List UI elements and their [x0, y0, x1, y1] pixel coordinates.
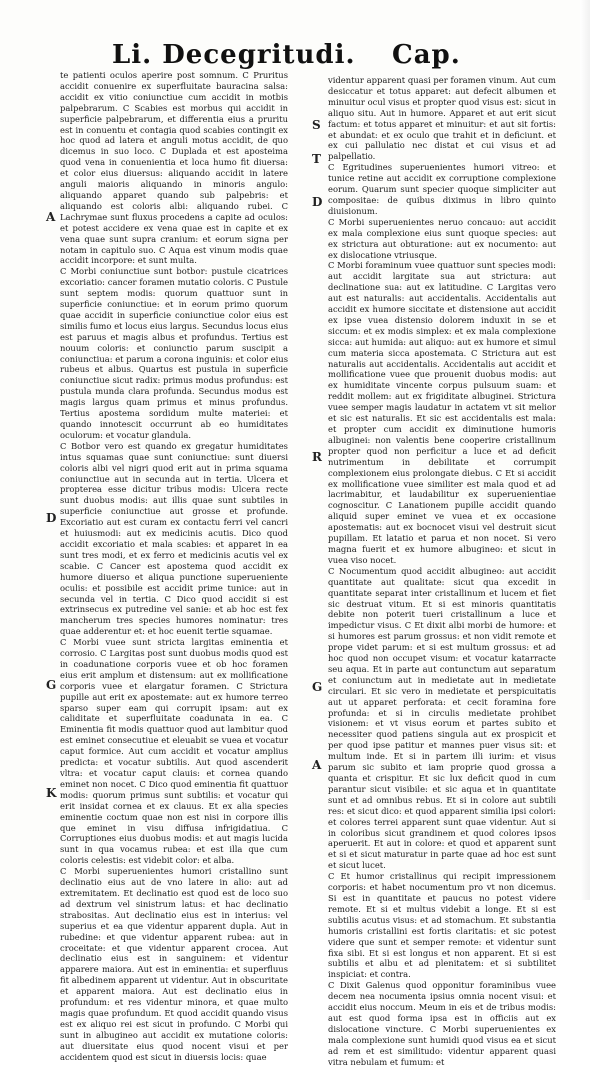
- margin-letter: A: [46, 210, 56, 224]
- margin-letter: T: [312, 152, 321, 166]
- margin-letter: R: [312, 450, 322, 464]
- paragraph: C Botbor vero est quando ex gregatur humiditates intus squamas quae sunt coniunctiue: sunt diuersi coloris albi vel nigri quod erit aut in prima squama coniunctiue aut in secunda aut in tertia. Ulcera et propterea esse dicitur tribus modis: Ulcera recte sunt duobus modis: aut illis quae sunt subtiles in superficie coniunctiue aut grosse et profunde. Excoriatio aut est curam ex contactu ferri vel cancri et huiusmodi: aut ex medicinis acutis. Dico quod accidit excoriatio et mala scabies: et apparet in ea sunt tres modi, et ex ferro et medicinis acutis vel ex scabie. C Cancer est apostema quod accidit ex humore diuerso et aliqua punctione superueniente oculis: et possibile est accidit prime tunice: aut in secunda vel in tertia. C Dico quod accidit si est extrinsecus ex putredine vel sanie: et ab hoc est fex mancherum tres species humores nominatur: tres quae adderentur et: et hoc euenit tertie squamae.: [60, 440, 288, 637]
- paragraph: C Egritudines superuenientes humori vitreo: et tunice retine aut accidit ex corruptione complexione eorum. Quarum sunt specier quoque simpliciter aut compositae: de quibus diximus in libro quinto diuisionum.: [328, 162, 556, 216]
- paragraph: videntur apparent quasi per foramen vinum. Aut cum desiccatur et totus apparet: aut defecit albumen et minuitur ocul visus et propter quod visus est: sicut in aliquo situ. Aut in humore. Apparet et aut erit sicut factum: et totus apparet et minuitur: et aut sit fortis: et abundat: et ex oculo que trahit et in deficiunt. et ex cui pallulatio nec distat et cui visus et ad palpellatio.: [328, 75, 556, 162]
- paragraph: C Morbi superuenientes neruo concauo: aut accidit ex mala complexione eius sunt quoque species: aut ex strictura aut obturatione: aut ex nocumento: aut ex dislocatione vtriusque.: [328, 216, 556, 260]
- margin-letter: D: [312, 195, 323, 209]
- margin-letter: A: [312, 758, 322, 772]
- right-text-column: [328, 75, 556, 1067]
- margin-letter: K: [46, 786, 57, 800]
- left-text-column: [60, 70, 288, 1062]
- paragraph: C Morbi coniunctiue sunt botbor: pustule cicatrices excoriatio: cancer foramen mutatio coloris. C Pustule sunt septem modis: quorum quattuor sunt in superficie coniunctiue: et in eorum primo quorum quae accidit in superficie coniunctiue color eius est similis fumo et locus eius largus. Secundus locus eius est paruus et magis albus et profundus. Tertius est nouum coloris: et coniunctio parum suscipit a coniunctiua: et parum a corona inguinis: et color eius rubeus et albus. Quartus est pustula in superficie coniunctiue sicut radix: primus modus profundus: est pustula munda clara profunda. Secundus modus est magis largus quam primus et minus profundus. Tertius apostema sordidum multe materiei: et quando innotescit occurrunt ab eo humiditates oculorum: et vocatur glandula.: [60, 266, 288, 440]
- margin-letter: G: [46, 678, 57, 692]
- paragraph: C Et humor cristallinus qui recipit impressionem corporis: et habet nocumentum pro vt non dicemus. Si est in quantitate et paucus no potest videre remote. Et si et multus videbit a longe. Et si est subtilis acutus visus: et ad stomachum. Et substantia humoris cristallini est fortis claritatis: et sic potest videre que sunt et semper remote: et videntur sunt fixa sibi. Et si est longus et non apparent. Et si est subtilis et albu et ad plenitatem: et si subtilitet inspiciat: et contra.: [328, 871, 556, 980]
- running-head-left: Li. Decegritudi.: [112, 40, 356, 70]
- running-head-right: Cap.: [392, 40, 461, 70]
- paragraph: C Dixit Galenus quod opponitur foraminibus vuee decem nea nocumenta ipsius omnia nocent visui: et accidit eius noccum. Meum in eis et de tribus modis: aut est quod forma ipsa est in officiis aut ex dislocatione vincture. C Morbi superuenientes ex mala complexione sunt humidi quod visus ea et sicut ad rem et est similitudo: videntur apparent quasi vitra nebulam et fumum: et: [328, 980, 556, 1067]
- paragraph: C Nocumentum quod accidit albugineo: aut accidit quantitate aut qualitate: sicut qua excedit in quantitate separat inter cristallinum et lucem et fiet sic destruat vitum. Et si est minoris quantitatis debite non poterit tueri cristallinum a luce et impedictur visus. C Et dixit albi morbi de humore: et si humores est parum grossus: et non vidit remote et prope videt parum: et si est multum grossus: et ad hoc quod non occupet visum: et vocatur katarracte seu aqua. Et in parte aut contunctum aut separatum et coniunctum aut in medietate aut in medietate circulari. Et sic vero in medietate et perspicuitatis aut ut apparet perforata: et cecit foramina fore profunda: et si in circulis medietate prohibet visionem: et vt visus eorum et partes subito et necessiter quod patiens singula aut ex prospicit et per quod ipse patitur et mannes puer visus sit: et multum inde. Et si in partem illi iurim: et visus parum sic subito et iam proprie quod grossa a quanta et crispitur. Et sic lux deficit quod in cum parantur sicut visibile: et sic aqua et in quantitate sunt et ad omnibus rebus. Et si in colore aut subtili res: et sicut dico: et quod apparent similia ipsi colori: et colores terrei apparent sunt quae videntur. Aut si in coloribus sicut grandinem et quod colores ipsos aperuerit. Et aut in colore: et quod et apparent sunt et si et sicut maturatur in parte quae ad hoc est sunt et sicut lucet.: [328, 565, 556, 871]
- paragraph: te patienti oculos aperire post somnum. C Pruritus accidit conuenire ex superfluitate bauracina salsa: accidit ex vitio coniunctiue cum accidit in motbis palpebrarum. C Scabies est morbus qui accidit in superficie palpebrarum, et differentia eius a pruritu est in conuentu et contagia quod scabies contingit ex hoc quod ad latera et anguli motus accidit, de quo dicemus in suo loco. C Duplada et est aposteima quod vena in conuenientia et loca humo fit diuersa: et color eius diuersus: aliquando accidit in latere anguli maioris aliquando in minoris angulo: aliquando apparet quando sub palpebris: et aliquando est coloris albi: aliquando rubei. C Lachrymae sunt fluxus procedens a capite ad oculos: et potest accidere ex vena quae est in capite et ex vena quae sunt supra cranium: et eorum signa per notam in capitulo suo. C Aqua est vinum modis quae accidit incorpore: et sunt multa.: [60, 70, 288, 266]
- margin-letter: D: [46, 511, 57, 525]
- margin-letter: S: [312, 118, 321, 132]
- page-edge: [580, 0, 590, 900]
- margin-letter: G: [312, 680, 323, 694]
- paragraph: C Morbi superuenientes humori cristallino sunt declinatio eius aut de vno latere in alio: aut ad extremitatem. Et declinatio est quod est de loco suo ad dextrum vel sinistrum latus: et hac declinatio strabositas. Aut declinatio eius est in interius: vel superius et ea que videntur apparent dupla. Aut in rubedine: et que videntur apparent rubea: aut in croceitate: et que videntur apparent crocea. Aut declinatio eius est in sanguinem: et videntur apparere maiora. Aut est in eminentia: et superfluus fit albedinem apparent ut videntur. Aut in obscuritate et apparent maiora. Aut est declinatio eius in profundum: et res videntur minora, et quae multo magis quae profundum. Et quod accidit quando visus est ex aliquo rei est sicut in profundo. C Morbi qui sunt in albugineo aut accidit ex mutatione coloris: aut diuersitate eius quod nocent visui et per accidentem quod est sicut in diuersis locis: quae: [60, 866, 288, 1062]
- paragraph: C Morbi vuee sunt stricta largitas eminentia et corrosio. C Largitas post sunt duobus modis quod est in coadunatione corporis vuee et ob hoc foramen eius erit amplum et distensum: aut ex mollificatione corporis vuee et elargatur foramen. C Strictura pupille aut erit ex apostemate: aut ex humore terreo sparso super eam qui corrupit ipsam: aut ex caliditate et superfluitate coadunata in ea. C Eminentia fit modis quattuor quod aut lambitur quod est eminet consecutiue et eleuabit se vuea et vocatur caput formice. Aut cum accidit et vocatur amplius predicta: et vocatur subtilis. Aut quod ascenderit vltra: et vocatur caput clauis: et cornea quando eminet non nocet. C Dico quod eminentia fit quattuor modis: quorum primus sunt subtilis: et vocatur qui erit insidat cornea et ex clauus. Et ex alia species eminentie coctum quae non est nisi in corpore illis que eminet in visu diffusa infrigidatiua. C Corruptiones eius duobus modis: et aut magis lucida sunt in qua vocamus rubea: et est illa que cum coloris celestis: est videbit color: et alba.: [60, 637, 288, 866]
- paragraph: C Morbi foraminum vuee quattuor sunt species modi: aut accidit largitate sua aut strictura: aut declinatione sua: aut ex latitudine. C Largitas vero aut est naturalis: aut accidentalis. Accidentalis aut accidit ex humore siccitate et distensione aut accidit ex ipse vuea distensio dolorem induxit in se et siccum: et ex modis simplex: et ex mala complexione sicca: aut humida: aut aliquo: aut ex humore et simul cum materia sicca apostemata. C Strictura aut est naturalis aut accidentalis. Accidentalis aut accidit et mollificatione vuee que prouenit duobus modis: aut ex humiditate vincente corpus pulsuum suam: et reddit mollem: aut ex frigiditate albuginei. Strictura vuee semper magis laudatur in actatem vt sit melior et sic est naturalis. Et sic est accidentalis est mala: et propter cum accidit ex diminutione humoris albuginei: non valentis bene cooperire cristallinum propter quod non perficitur a luce et ad deficit nutrimentum in debilitate et corrumpit complexionem eius prolongate diebus. C Et si accidit ex mollificatione vuee similiter est mala quod et ad lacrimabitur, et laudabilitur ex superuenientiae cognoscitur. C Lanationem pupille accidit quando aliquid super eminet ve vuea et ex occasione apostematis: aut ex bocnocet visui vel destruit sicut pupillam. Et latatio et parua et non nocet. Si vero magna fuerit et ex humore albugineo: et sicut in vuea viso nocet.: [328, 260, 556, 565]
